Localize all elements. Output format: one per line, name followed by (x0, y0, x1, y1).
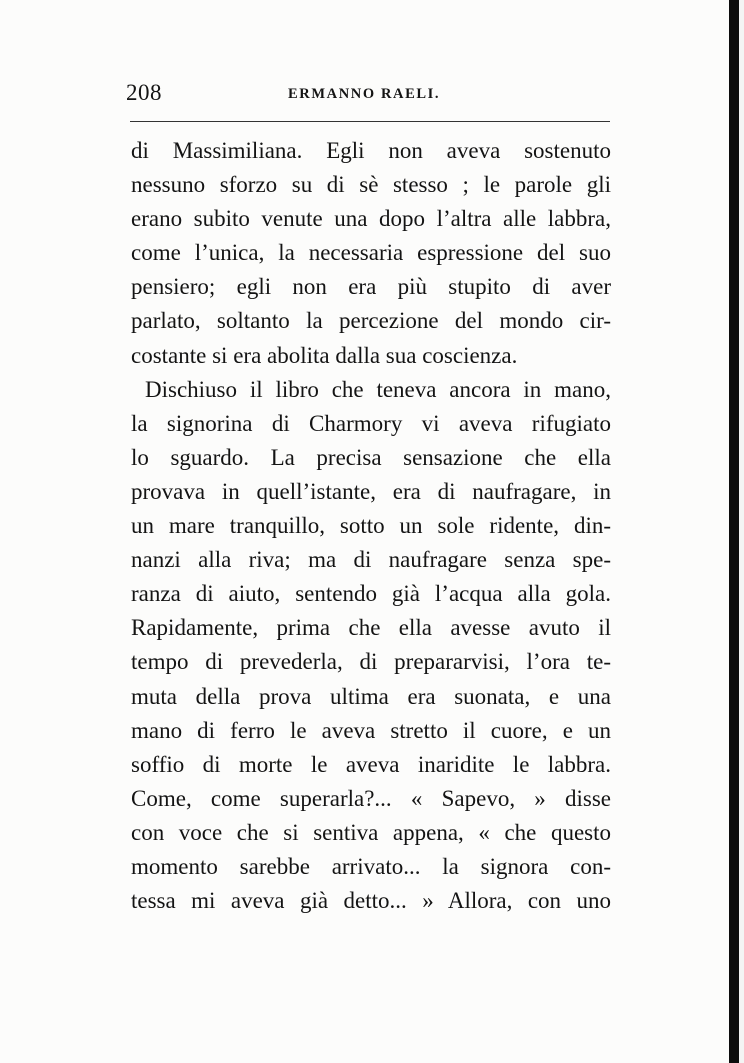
text-line: tessa mi aveva già detto... » Allora, con uno (131, 888, 611, 914)
text-line: mano di ferro le aveva stretto il cuore, e un (131, 717, 611, 743)
text-line: tempo di prevederla, di prepararvisi, l’ora te- (131, 649, 611, 675)
text-line: erano subito venute una dopo l’altra alle labbra, (131, 206, 611, 232)
page-edge-margin (739, 0, 744, 1063)
header-rule (130, 121, 610, 122)
text-line: pensiero; egli non era più stupito di aver (131, 274, 611, 300)
paragraph-1 (131, 134, 611, 373)
body-text (131, 134, 611, 918)
text-line: muta della prova ultima era suonata, e una (131, 683, 611, 709)
text-line: soffio di morte le aveva inaridite le labbra. (131, 751, 611, 777)
text-line: come l’unica, la necessaria espressione del suo (131, 240, 611, 266)
text-line: Dischiuso il libro che teneva ancora in mano, (145, 376, 611, 402)
running-head: ERMANNO RAELI. (288, 86, 441, 102)
text-line: ranza di aiuto, sentendo già l’acqua alla gola. (131, 581, 611, 607)
text-line: nessuno sforzo su di sè stesso ; le parole gli (131, 172, 611, 198)
text-line: di Massimiliana. Egli non aveva sostenuto (131, 138, 611, 163)
page-header (126, 80, 610, 114)
text-line: momento sarebbe arrivato... la signora con- (131, 853, 611, 879)
text-line: con voce che si sentiva appena, « che questo (131, 819, 611, 845)
text-line: nanzi alla riva; ma di naufragare senza spe- (131, 547, 611, 573)
text-line: provava in quell’istante, era di naufragare, in (131, 478, 611, 504)
text-line: lo sguardo. La precisa sensazione che ella (131, 444, 611, 470)
text-line: Rapidamente, prima che ella avesse avuto il (131, 615, 611, 641)
page-edge-shadow (729, 0, 739, 1063)
text-line: costante si era abolita dalla sua coscienza. (131, 342, 518, 368)
page-number: 208 (126, 80, 162, 105)
paragraph-2 (131, 373, 611, 919)
text-line: Come, come superarla?... « Sapevo, » disse (131, 785, 611, 811)
text-line: parlato, soltanto la percezione del mondo cir- (131, 308, 611, 334)
text-line: un mare tranquillo, sotto un sole ridente, din- (131, 513, 611, 539)
text-line: la signorina di Charmory vi aveva rifugiato (131, 410, 611, 436)
